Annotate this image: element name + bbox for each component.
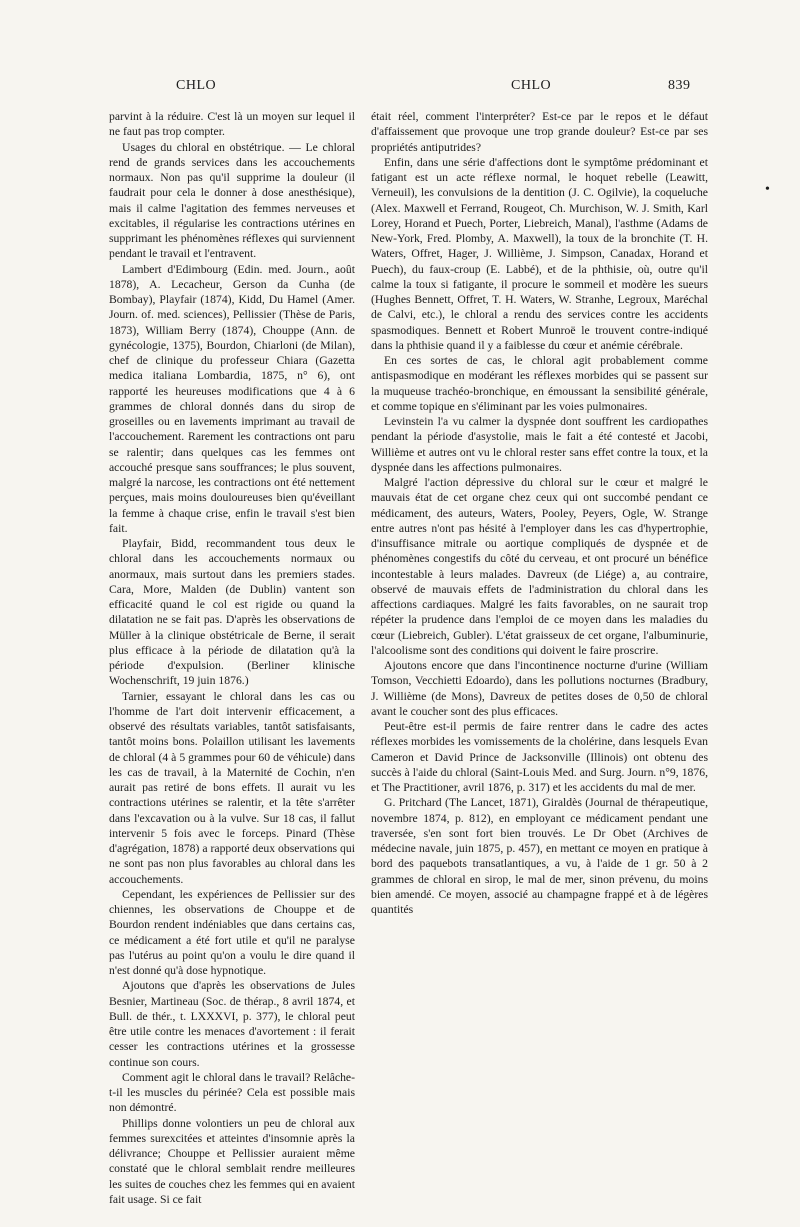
paragraph: parvint à la réduire. C'est là un moyen sur lequel il ne faut pas trop compter.	[109, 110, 355, 139]
running-head	[0, 78, 800, 98]
running-head-center: CHLO	[511, 78, 552, 93]
right-column	[371, 109, 708, 917]
paragraph: Comment agit le chloral dans le travail? Relâche-t-il les muscles du périnée? Cela est possible mais non démontré.	[109, 1070, 355, 1115]
paragraph: Phillips donne volontiers un peu de chloral aux femmes surexcitées et atteintes d'insomnie après la délivrance; Chouppe et Pellissier auraient même constaté que le chloral semblait rendre meilleures les suites de couches chez les femmes qui en avaient fait usage. Si ce fait	[109, 1116, 355, 1206]
paragraph: Peut-être est-il permis de faire rentrer dans le cadre des actes réflexes morbides les vomissements de la cholérine, dans lesquels Evan Cameron et David Prince de Jacksonville (Illinois) ont obtenu des succès à l'aide du chloral (Saint-Louis Med. and Surg. Journ. n°9, 1876, et The Practitioner, avril 1876, p. 317) et les accidents du mal de mer.	[371, 720, 708, 794]
paragraph: Usages du chloral en obstétrique. — Le chloral rend de grands services dans les accouchements normaux. Non pas qu'il supprime la douleur (il faudrait pour cela le donner à dose anesthésique), mais il calme l'agitation des femmes nerveuses et excitables, il régularise les contractions utérines en supprimant les phénomènes réflexes qui surviennent pendant le travail et l'entravent.	[109, 140, 355, 261]
page-number: 839	[668, 78, 691, 93]
paragraph: Enfin, dans une série d'affections dont le symptôme prédominant et fatigant est un acte réflexe normal, le hoquet rebelle (Leawitt, Verneuil), les convulsions de la dentition (J. C. Ogilvie), la coqueluche (Alex. Maxwell et Ferrand, Rougeot, Ch. Murchison, W. J. Smith, Karl Lorey, Horand et Puech, Porter, Liebreich, Manal), l'asthme (Adams de New-York, Fred. Plomby, A. Maxwell), la toux de la bronchite (T. H. Waters, Offret, Hager, J. Willième, J. Simpson, Canadax, Horand et Puech), du faux-croup (E. Labbé), et de la phthisie, où, outre qu'il calme la toux si fatigante, il procure le sommeil et modère les sueurs (Hughes Bennett, Offret, T. H. Waters, W. Stranhe, Legroux, Maréchal de Calvi, etc.), le chloral a rendu des services contre les accidents spasmodiques. Bennett et Robert Munroë le trouvent contre-indiqué dans la phthisie quand il y a faiblesse du cœur et anémie cérébrale.	[371, 155, 708, 352]
paragraph: En ces sortes de cas, le chloral agit probablement comme antispasmodique en modérant les réflexes morbides qui se passent sur la muqueuse trachéo-bronchique, en émoussant la sensibilité générale, et comme topique en s'éliminant par les voies pulmonaires.	[371, 354, 708, 413]
paragraph: Cependant, les expériences de Pellissier sur des chiennes, les observations de Chouppe et de Bourdon rendent indéniables que dans certains cas, ce médicament a été fort utile et qu'il ne paralyse pas l'utérus au point qu'on a voulu le dire quand il n'est donné qu'à dose hypnotique.	[109, 887, 355, 977]
paragraph: était réel, comment l'interpréter? Est-ce par le repos et le défaut d'affaissement que provoque une trop grande douleur? Est-ce par ses propriétés antiputrides?	[371, 110, 708, 154]
paragraph: Playfair, Bidd, recommandent tous deux le chloral dans les accouchements normaux ou anormaux, mais surtout dans les premiers stades. Cara, More, Malden (de Dublin) vantent son efficacité quand le col est rigide ou quand la dilatation ne se fait pas. D'après les observations de Müller à la clinique obstétricale de Berne, il serait plus efficace à la période de dilatation qu'à la période d'expulsion. (Berliner klinische Wochenschrift, 19 juin 1876.)	[109, 537, 355, 688]
paragraph: Malgré l'action dépressive du chloral sur le cœur et malgré le mauvais état de cet organe chez ceux qui ont succombé pendant ce médicament, des auteurs, Waters, Pooley, Peyers, Ogle, W. Strange entre autres n'ont pas hésité à l'employer dans les cas d'hypertrophie, d'insuffisance mitrale ou aortique compliqués de dyspnée et de phénomènes congestifs du côté du cerveau, et ont procuré un bénéfice incontestable à leurs malades. Davreux (de Liége) a, au contraire, observé de mauvais effets de l'administration du chloral dans les affections cardiaques. Malgré les faits favorables, on ne saurait trop répéter la prudence dans l'emploi de ce moyen dans les maladies du cœur (Liebreich, Gubler). L'état graisseux de cet organe, l'albuminurie, l'alcoolisme sont des conditions qui doivent le faire proscrire.	[371, 476, 708, 657]
running-head-left: CHLO	[176, 78, 217, 93]
paragraph: Tarnier, essayant le chloral dans les cas ou l'homme de l'art doit intervenir efficacement, a observé des résultats variables, tantôt satisfaisants, tantôt moins bons. Polaillon utilisant les lavements de chloral (4 à 5 grammes pour 60 de véhicule) dans les cas de travail, à la Maternité de Cochin, n'en aurait pas retiré de bons effets. Il aurait vu les contractions utérines se ralentir, et la tête s'arrêter dans l'excavation ou à la vulve. Sur 18 cas, il fallut intervenir 5 fois avec le forceps. Pinard (Thèse d'agrégation, 1878) a rapporté deux observations qui ne sont pas non plus favorables au chloral dans les accouchements.	[109, 689, 355, 886]
paragraph: Levinstein l'a vu calmer la dyspnée dont souffrent les cardiopathes pendant la période d'asystolie, mais le fait a été contesté et Jacobi, Willième et autres ont vu le chloral rester sans effet contre la toux, et la dyspnée dans les affections pulmonaires.	[371, 415, 708, 474]
margin-mark: •	[765, 182, 770, 197]
paragraph: Ajoutons encore que dans l'incontinence nocturne d'urine (William Tomson, Vecchietti Edoardo), dans les pollutions nocturnes (Bradbury, J. Willième (de Mons), Davreux de petites doses de 0,50 de chloral avant le coucher sont des plus efficaces.	[371, 659, 708, 718]
paragraph: G. Pritchard (The Lancet, 1871), Giraldès (Journal de thérapeutique, novembre 1874, p. 812), en employant ce médicament pendant une traversée, s'en sont fort bien trouvés. Le Dr Obet (Archives de médecine navale, juin 1875, p. 457), en mettant ce moyen en pratique à bord des paquebots transatlantiques, a vu, à l'aide de 1 gr. 50 à 2 grammes de chloral en sirop, le mal de mer, sinon prévenu, du moins bien amendé. Ce moyen, associé au champagne frappé et à de légères quantités	[371, 796, 708, 916]
left-column	[109, 109, 355, 1207]
paragraph: Lambert d'Edimbourg (Edin. med. Journ., août 1878), A. Lecacheur, Gerson da Cunha (de Bombay), Playfair (1874), Kidd, Du Hamel (Amer. Journ. of. med. sciences), Pellissier (Thèse de Paris, 1873), William Berry (1874), Chouppe (Ann. de gynécologie, 1375), Bourdon, Chiarloni (de Milan), chef de clinique du professeur Chiara (Gazetta medica italiana Lombardia, 1875, n° 6), ont rapporté les heureuses modifications que 4 à 6 grammes de chloral donnés dans du sirop de groseilles ou en lavements imprimant au travail de l'accouchement. Rarement les contractions ont paru se ralentir; dans quelques cas les femmes ont accouché presque sans souffrances; le plus souvent, malgré la narcose, les contractions ont été nettement perçues, mais moins douloureuses bien qu'éveillant la femme à chaque crise, enfin le travail s'est bien fait.	[109, 262, 355, 535]
paragraph: Ajoutons que d'après les observations de Jules Besnier, Martineau (Soc. de thérap., 8 avril 1874, et Bull. de thér., t. LXXXVI, p. 377), le chloral peut être utile contre les menaces d'avortement : il ferait cesser les contractions utérines et la grossesse continue son cours.	[109, 979, 355, 1069]
